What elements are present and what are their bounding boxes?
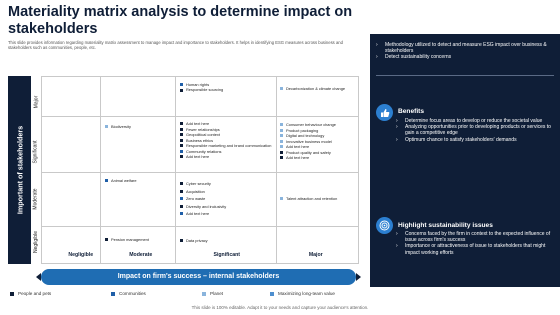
legend-item: Planet — [202, 291, 223, 296]
square-bullet-icon — [280, 134, 283, 137]
cell-major-major — [280, 86, 345, 91]
matrix-item-label: Acquisition — [186, 188, 205, 194]
matrix-item-label: Decarbonization & climate change — [286, 86, 346, 91]
square-bullet-icon — [180, 197, 183, 200]
page-title: Materiality matrix analysis to determine impact on stakeholders — [8, 4, 353, 37]
matrix-item-label: Add text here — [186, 211, 210, 216]
chevron-right-icon: › — [396, 231, 398, 237]
row-label-moderate: Moderate — [33, 188, 39, 210]
matrix-item-label: Business ethics — [186, 137, 214, 143]
col-label-moderate: Moderate — [129, 252, 153, 258]
matrix-item — [105, 178, 137, 183]
legend-swatch — [270, 292, 274, 296]
matrix-item-label: Add text here — [286, 155, 310, 160]
matrix-item-label: Talent attraction and retention — [286, 196, 338, 201]
list-item: › Methodology utilized to detect and measure ESG impact over business & stakeholders — [376, 42, 547, 55]
chevron-right-icon: › — [396, 243, 398, 250]
issues-list — [396, 231, 556, 256]
chevron-right-icon: › — [376, 42, 378, 48]
square-bullet-icon — [180, 133, 183, 136]
col-label-major: Major — [308, 252, 323, 258]
matrix-item-label: Product quality and safety — [286, 149, 331, 155]
grid-line — [175, 76, 176, 264]
square-bullet-icon — [280, 156, 283, 159]
square-bullet-icon — [180, 150, 183, 153]
square-bullet-icon — [280, 145, 283, 148]
matrix-item — [180, 188, 226, 196]
legend-swatch — [111, 292, 115, 296]
cell-moderate-major — [280, 196, 337, 201]
matrix-item — [180, 180, 226, 188]
page-subtitle: This slide provides information regarding materiality matrix assessment to manage impact and importance to stakeholders. It helps in identifying ESG measures across business and stakeholders such as communities, people, etc. — [8, 40, 343, 51]
y-axis-label: Important of stakeholders — [15, 125, 24, 215]
square-bullet-icon — [105, 125, 108, 128]
list-item: › Detect sustainability concerns — [376, 54, 452, 61]
matrix-item-label: Biodiversity — [111, 124, 131, 129]
square-bullet-icon — [180, 182, 183, 185]
cell-moderate-moderate — [105, 178, 137, 183]
chevron-right-icon: › — [396, 124, 398, 131]
square-bullet-icon — [180, 89, 183, 92]
cell-negligible-moderate — [105, 237, 149, 242]
x-axis-bar — [41, 269, 356, 285]
matrix-frame — [41, 76, 359, 264]
thumbs-up-icon — [376, 104, 393, 121]
square-bullet-icon — [180, 155, 183, 158]
matrix-item — [105, 124, 131, 129]
legend — [8, 291, 368, 299]
arrow-right-icon — [356, 273, 361, 281]
col-label-negligible: Negligible — [68, 252, 94, 258]
cell-significant-major — [280, 122, 336, 161]
matrix-item-label: Animal welfare — [111, 178, 137, 183]
benefits-list — [396, 118, 556, 143]
grid-line — [41, 116, 359, 117]
matrix-item-label: Zero waste — [186, 196, 206, 201]
square-bullet-icon — [180, 83, 183, 86]
matrix-item — [180, 87, 223, 92]
matrix-item-label: Community relations — [186, 148, 222, 154]
grid-line — [41, 226, 359, 227]
divider — [376, 75, 554, 76]
legend-item: Communities — [111, 291, 146, 296]
matrix-item — [180, 195, 226, 203]
matrix-item-label: Geopolitical context — [186, 132, 220, 137]
matrix-item-label: Human rights — [186, 82, 210, 87]
grid-line — [41, 172, 359, 173]
cell-significant-moderate — [105, 124, 131, 129]
list-item: › Concerns faced by the firm in context to the expected influence of issue across firm's success — [396, 231, 551, 244]
square-bullet-icon — [105, 238, 108, 241]
x-axis-labels — [41, 252, 359, 261]
chevron-right-icon: › — [376, 54, 378, 61]
cell-major-significant — [180, 82, 223, 93]
x-axis-label: Impact on firm's success – internal stakeholders — [117, 273, 280, 280]
target-icon — [376, 217, 393, 234]
col-label-significant: Significant — [213, 252, 240, 258]
square-bullet-icon — [280, 140, 283, 143]
square-bullet-icon — [180, 190, 183, 193]
matrix-item-label: Pension management — [111, 237, 149, 242]
matrix-item — [280, 86, 345, 91]
matrix-item-label: Fewer relationships — [186, 126, 220, 132]
matrix-item-label: Digital and technology — [286, 133, 325, 138]
list-item: › Analyzing opportunities prior to developing products or services to gain a competitive edge — [396, 124, 551, 137]
square-bullet-icon — [180, 239, 183, 242]
square-bullet-icon — [280, 197, 283, 200]
square-bullet-icon — [180, 144, 183, 147]
cell-negligible-significant — [180, 238, 208, 243]
benefits-title: Benefits — [398, 108, 425, 115]
matrix-item — [180, 210, 226, 218]
matrix-item — [280, 196, 337, 201]
list-item: › Optimum chance to satisfy stakeholders' demands — [396, 136, 517, 143]
matrix-item — [105, 237, 149, 242]
square-bullet-icon — [180, 212, 183, 215]
matrix-item — [180, 203, 226, 211]
matrix-item — [180, 154, 271, 160]
cell-moderate-significant — [180, 180, 226, 218]
legend-swatch — [202, 292, 206, 296]
grid-line — [100, 76, 101, 264]
matrix-item-label: Diversity and inclusivity — [186, 203, 227, 209]
square-bullet-icon — [180, 205, 183, 208]
matrix-item — [180, 238, 208, 243]
matrix-item-label: Responsible sourcing — [186, 87, 224, 93]
matrix-item-label: Product packaging — [286, 127, 319, 133]
matrix-item-label: Consumer behaviour change — [286, 122, 336, 127]
list-item: › Importance or attractiveness of issue to stakeholders that might impact working efforts — [396, 243, 546, 256]
footer-note: This slide is 100% editable. Adapt it to your needs and capture your audience's attention. — [191, 305, 369, 310]
square-bullet-icon — [280, 151, 283, 154]
matrix-item-label: Innovative business model — [286, 138, 332, 144]
square-bullet-icon — [280, 123, 283, 126]
chevron-right-icon: › — [396, 118, 398, 124]
intro-list — [376, 42, 552, 61]
matrix-item — [280, 155, 336, 161]
square-bullet-icon — [105, 179, 108, 182]
square-bullet-icon — [280, 129, 283, 132]
matrix-item-label: Responsible marketing and brand communication — [186, 143, 272, 148]
matrix-item-label: Cyber security — [186, 181, 211, 186]
square-bullet-icon — [280, 87, 283, 90]
chevron-right-icon: › — [396, 136, 398, 143]
grid-line — [276, 76, 277, 264]
row-label-significant: Significant — [33, 140, 40, 164]
matrix-item-label: Data privacy — [186, 238, 208, 243]
legend-item: People and pets — [10, 291, 51, 296]
cell-significant-significant — [180, 121, 271, 160]
square-bullet-icon — [180, 122, 183, 125]
matrix-item-label: Add text here — [186, 154, 210, 159]
legend-swatch — [10, 292, 14, 296]
row-label-negligible: Negligible — [33, 231, 39, 253]
square-bullet-icon — [180, 139, 183, 142]
y-axis-bar — [8, 76, 31, 264]
list-item: › Determine focus areas to develop or reduce the societal value — [396, 118, 543, 124]
row-label-major: Major — [33, 95, 40, 108]
legend-item: Maximizing long-team value — [270, 291, 335, 296]
matrix-item-label: Add text here — [186, 121, 210, 126]
issues-title: Highlight sustainability issues — [398, 222, 493, 229]
square-bullet-icon — [180, 128, 183, 131]
matrix-item-label: Add text here — [286, 144, 310, 149]
